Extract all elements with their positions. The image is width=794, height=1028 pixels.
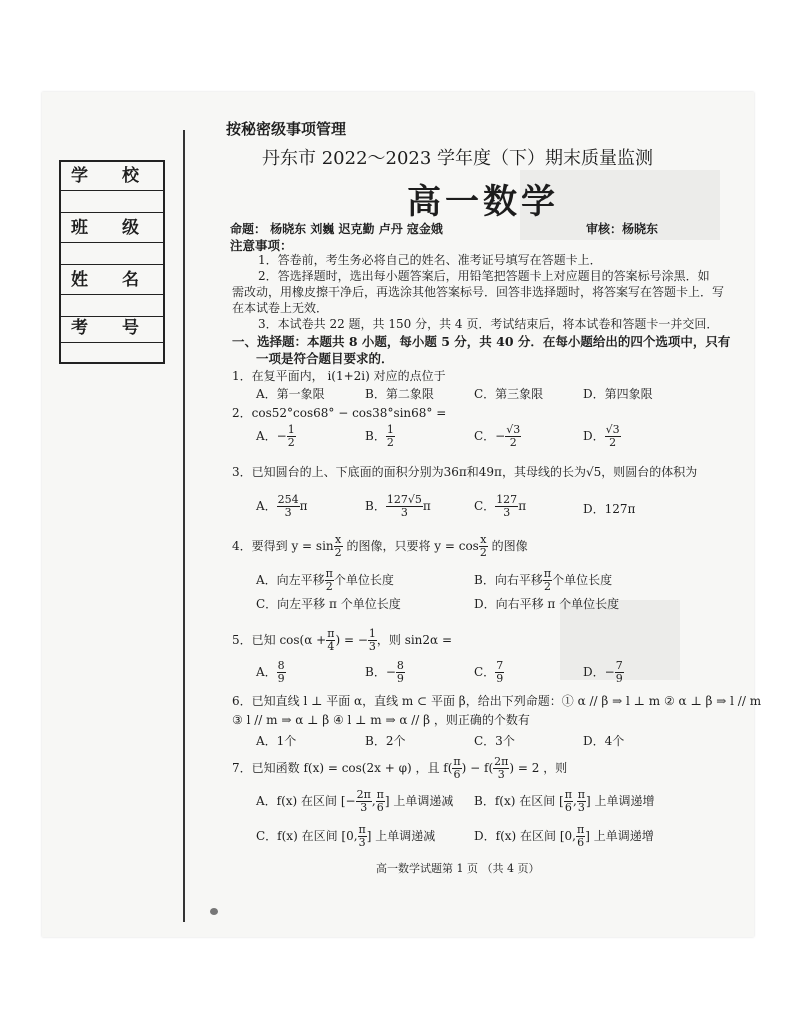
- secret-mark: 按秘密级事项管理: [226, 120, 347, 138]
- notice-item-1: 1．答卷前，考生务必将自己的姓名、准考证号填写在答题卡上．: [258, 253, 602, 267]
- q6-option-c: C．3个: [474, 734, 515, 748]
- q1-option-c: C．第三象限: [474, 387, 544, 401]
- section-heading-cont: 一项是符合题目要求的．: [256, 351, 394, 366]
- q7-option-a: A．f(x) 在区间 [− $\frac{2\pi}{3}$ , $\frac{\pi}{6}$ ] 上单调递减: [256, 788, 454, 814]
- q7-option-d: D．f(x) 在区间 [0, $\frac{\pi}{6}$ ] 上单调递增: [474, 823, 654, 849]
- q7-option-b: B．f(x) 在区间 [ $\frac{\pi}{6}$ , $\frac{\pi}{3}$ ] 上单调递增: [474, 788, 655, 814]
- binding-line: [183, 130, 185, 922]
- section-heading: 一、选择题：本题共 8 小题，每小题 5 分，共 40 分．在每小题给出的四个选项中，只有: [232, 334, 731, 349]
- class-blank: [61, 244, 163, 265]
- class-label: 班 级: [61, 214, 163, 243]
- q2-option-a: A．− $\frac{1}{2}$: [256, 423, 295, 449]
- question-2: 2．cos52°cos68° − cos38°sin68° =: [232, 406, 447, 420]
- notice-item-3: 3．本试卷共 22 题，共 150 分，共 4 页．考试结束后，将本试卷和答题卡一并交回．: [258, 317, 719, 331]
- school-label: 学 校: [61, 162, 163, 191]
- authors: 命题： 杨晓东 刘巍 迟克勤 卢丹 寇金娥: [230, 222, 443, 236]
- q5-option-d: D．− $\frac{7}{9}$: [583, 659, 623, 685]
- notice-item-2-end: 在本试卷上无效．: [232, 301, 329, 315]
- q4-option-d: D．向右平移 π 个单位长度: [474, 597, 620, 611]
- q3-option-b: B． $\frac{127√5}{3}$ π: [365, 493, 431, 519]
- question-6: 6．已知直线 l ⊥ 平面 α，直线 m ⊂ 平面 β，给出下列命题：① α // β ⇒ l ⊥ m ② α ⊥ β ⇒ l // m: [232, 694, 762, 708]
- q4-option-a: A．向左平移 $\frac{\pi}{2}$ 个单位长度: [256, 567, 394, 593]
- q5-option-a: A． $\frac{8}{9}$: [256, 659, 285, 685]
- school-blank: [61, 192, 163, 213]
- question-1: 1．在复平面内， i(1+2i) 对应的点位于: [232, 369, 446, 383]
- question-6-cont: ③ l // m ⇒ α ⊥ β ④ l ⊥ m ⇒ α // β ，则正确的个数有: [232, 713, 530, 727]
- q1-option-b: B．第二象限: [365, 387, 434, 401]
- q1-option-d: D．第四象限: [583, 387, 653, 401]
- question-5: 5．已知 cos(α + $\frac{\pi}{4}$ ) = − $\frac{1}{3}$ ，则 sin2α =: [232, 627, 453, 653]
- exam-number-label: 考 号: [61, 314, 163, 343]
- q4-option-b: B．向右平移 $\frac{\pi}{2}$ 个单位长度: [474, 567, 613, 593]
- name-label: 姓 名: [61, 266, 163, 295]
- student-info-table: [59, 160, 165, 364]
- q5-option-c: C． $\frac{7}{9}$: [474, 659, 504, 685]
- q1-option-a: A．第一象限: [256, 387, 325, 401]
- smudge-mark: [210, 908, 218, 915]
- exam-title: 丹东市 2022～2023 学年度（下）期末质量监测: [262, 148, 654, 169]
- q2-option-d: D． $\frac{√3}{2}$: [583, 423, 620, 449]
- q6-option-b: B．2个: [365, 734, 406, 748]
- q7-option-c: C．f(x) 在区间 [0, $\frac{\pi}{3}$ ] 上单调递减: [256, 823, 436, 849]
- page-footer: 高一数学试题第 1 页 （共 4 页）: [376, 862, 540, 875]
- notice-item-2-cont: 需改动，用橡皮擦干净后，再选涂其他答案标号．回答非选择题时，将答案写在答题卡上．写: [232, 285, 725, 299]
- q4-option-c: C．向左平移 π 个单位长度: [256, 597, 401, 611]
- reviewer: 审核：杨晓东: [586, 222, 659, 236]
- question-3: 3．已知圆台的上、下底面的面积分别为36π和49π，其母线的长为√5，则圆台的体积为: [232, 465, 698, 479]
- q6-option-a: A．1个: [256, 734, 297, 748]
- q2-option-b: B． $\frac{1}{2}$: [365, 423, 394, 449]
- notice-heading: 注意事项：: [230, 238, 293, 253]
- q3-option-d: D．127π: [583, 502, 636, 516]
- q3-option-a: A． $\frac{254}{3}$ π: [256, 493, 308, 519]
- q6-option-d: D．4个: [583, 734, 625, 748]
- notice-item-2: 2．答选择题时，选出每小题答案后，用铅笔把答题卡上对应题目的答案标号涂黑．如: [258, 269, 710, 283]
- q2-option-c: C．− $\frac{√3}{2}$: [474, 423, 521, 449]
- question-4: 4．要得到 y = sin $\frac{x}{2}$ 的图像，只要将 y = cos $\frac{x}{2}$ 的图像: [232, 533, 528, 559]
- q3-option-c: C． $\frac{127}{3}$ π: [474, 493, 527, 519]
- question-7: 7．已知函数 f(x) = cos(2x + φ) ，且 f( $\frac{\pi}{6}$ ) − f( $\frac{2\pi}{3}$ ) = 2 ，则: [232, 755, 568, 781]
- subject-title: 高一数学: [407, 182, 559, 222]
- q5-option-b: B．− $\frac{8}{9}$: [365, 659, 404, 685]
